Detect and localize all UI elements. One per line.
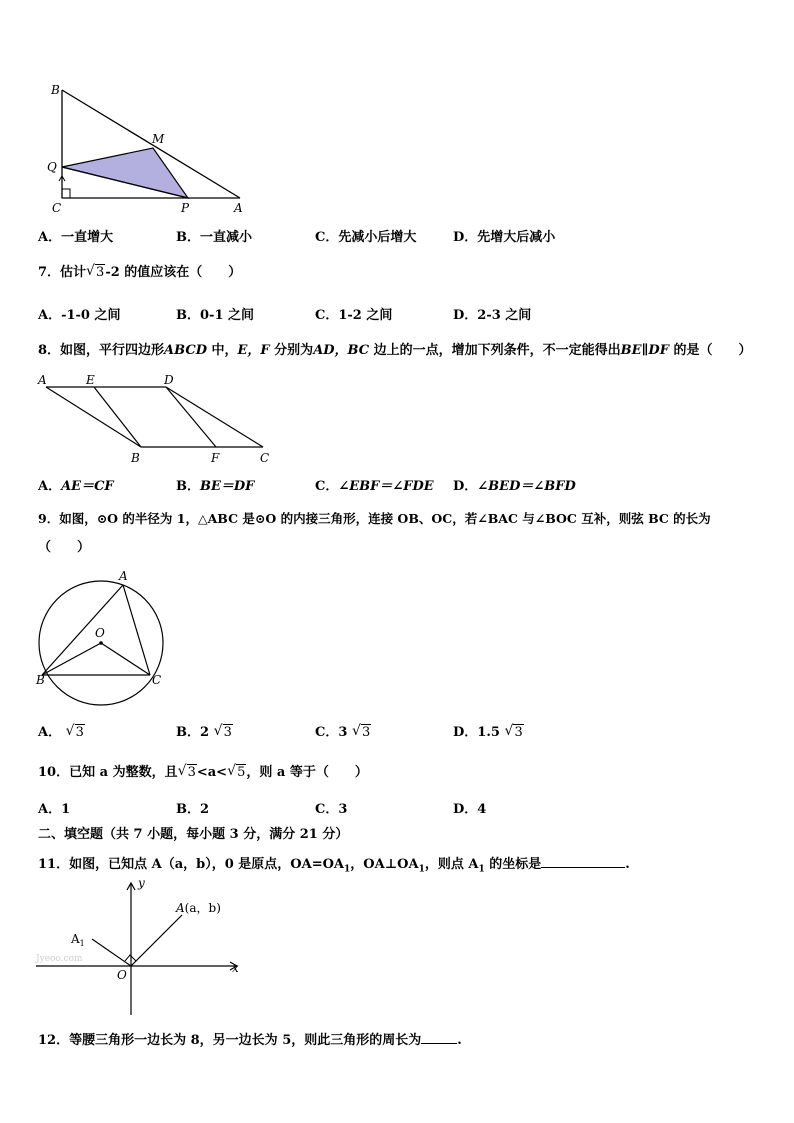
q9-label-O: O bbox=[95, 626, 105, 640]
q6-figure bbox=[40, 80, 255, 220]
q9-line-AB bbox=[42, 585, 123, 675]
q8-line-AB bbox=[46, 387, 141, 447]
q8-label-A: A bbox=[38, 373, 47, 387]
q9-figure bbox=[32, 566, 177, 708]
q7-option-c: C．1-2 之间 bbox=[315, 308, 393, 323]
q6-label-P: P bbox=[181, 201, 190, 215]
q9-option-b: B．2 √ 3 bbox=[176, 723, 232, 740]
q6-label-Q: Q bbox=[47, 160, 57, 174]
q7-option-d: D．2-3 之间 bbox=[453, 308, 532, 323]
q9-line-AC bbox=[123, 585, 150, 675]
q8-option-a: A．AE＝CF bbox=[38, 479, 114, 494]
q11-label-x: x bbox=[232, 961, 239, 975]
q11-label-A: A(a，b) bbox=[176, 901, 221, 915]
q6-option-c: C．先减小后增大 bbox=[315, 230, 417, 245]
q9-option-c: C．3 √ 3 bbox=[315, 723, 371, 740]
q11-line-OA bbox=[131, 915, 182, 966]
q8-stem: 8．如图，平行四边形ABCD 中，E，F 分别为AD，BC 边上的一点，增加下列条件，不一定能得出BE∥DF 的是（ ） bbox=[38, 343, 752, 358]
q10-option-d: D．4 bbox=[453, 802, 487, 817]
q12-stem: 12．等腰三角形一边长为 8，另一边长为 5，则此三角形的周长为 . bbox=[38, 1033, 462, 1048]
q9-line-OB bbox=[42, 643, 101, 675]
q6-option-a: A．一直增大 bbox=[38, 230, 114, 245]
q7-option-a: A．-1-0 之间 bbox=[38, 308, 121, 323]
q10-option-c: C．3 bbox=[315, 802, 348, 817]
q9-center-dot bbox=[99, 641, 103, 645]
q9-option-d: D．1.5 √ 3 bbox=[453, 723, 523, 740]
q9-label-B: B bbox=[36, 673, 45, 687]
q11-label-y: y bbox=[138, 876, 145, 890]
q11-watermark: Jyeoo.com bbox=[36, 954, 83, 964]
q11-line-OA1 bbox=[92, 939, 131, 966]
q11-label-A1: $A_1$ bbox=[71, 932, 85, 948]
q6-label-M: M bbox=[152, 132, 165, 146]
q8-label-C: C bbox=[260, 451, 270, 465]
q10-option-a: A．1 bbox=[38, 802, 71, 817]
q9-stem-line1: 9．如图，⊙O 的半径为 1，△ABC 是⊙O 的内接三角形，连接 OB、OC，若∠BAC 与∠BOC 互补，则弦 BC 的长为 bbox=[38, 511, 711, 526]
q11-answer-blank[interactable] bbox=[541, 855, 625, 868]
q12-answer-blank[interactable] bbox=[421, 1031, 457, 1044]
q7-sqrt: √ 3 bbox=[86, 263, 105, 280]
q8-line-DC bbox=[166, 387, 263, 447]
q11-label-O: O bbox=[117, 968, 127, 982]
q6-option-d: D．先增大后减小 bbox=[453, 230, 556, 245]
section-title: 二、填空题（共 7 小题，每小题 3 分，满分 21 分） bbox=[38, 827, 349, 842]
q9-label-C: C bbox=[152, 673, 162, 687]
q8-option-b: B．BE＝DF bbox=[176, 479, 255, 494]
q6-label-C: C bbox=[52, 201, 62, 215]
q8-option-c: C．∠EBF＝∠FDE bbox=[315, 479, 434, 494]
q7-option-b: B．0-1 之间 bbox=[176, 308, 255, 323]
q10-option-b: B．2 bbox=[176, 802, 210, 817]
q8-label-F: F bbox=[211, 451, 220, 465]
q9-label-A: A bbox=[119, 569, 128, 583]
q8-line-DF bbox=[166, 387, 216, 447]
q8-option-d: D．∠BED＝∠BFD bbox=[453, 479, 576, 494]
q11-figure bbox=[32, 875, 247, 1020]
q6-right-angle-mark bbox=[62, 189, 70, 198]
q6-label-B: B bbox=[51, 83, 60, 97]
q8-line-BE bbox=[94, 387, 141, 447]
q6-option-b: B．一直减小 bbox=[176, 230, 253, 245]
q8-figure bbox=[34, 370, 279, 468]
q8-label-D: D bbox=[164, 373, 174, 387]
q8-label-E: E bbox=[86, 373, 95, 387]
q9-line-OC bbox=[101, 643, 150, 675]
q8-label-B: B bbox=[131, 451, 140, 465]
q10-stem: 10．已知 a 为整数，且 √ 3<a< √ 5，则 a 等于（ ） bbox=[38, 763, 368, 780]
q11-stem: 11．如图，已知点 A（a，b），0 是原点，$OA=OA_1$，$OA\perp OA_1$，则点 $A_1$ 的坐标是 . bbox=[38, 857, 630, 875]
q9-option-a: A． √ 3 bbox=[38, 723, 84, 740]
q6-label-A: A bbox=[234, 201, 243, 215]
q9-stem-line2: （ ） bbox=[38, 540, 91, 555]
q7-stem: 7．估计 √ 3-2 的值应该在（ ） bbox=[38, 263, 242, 280]
